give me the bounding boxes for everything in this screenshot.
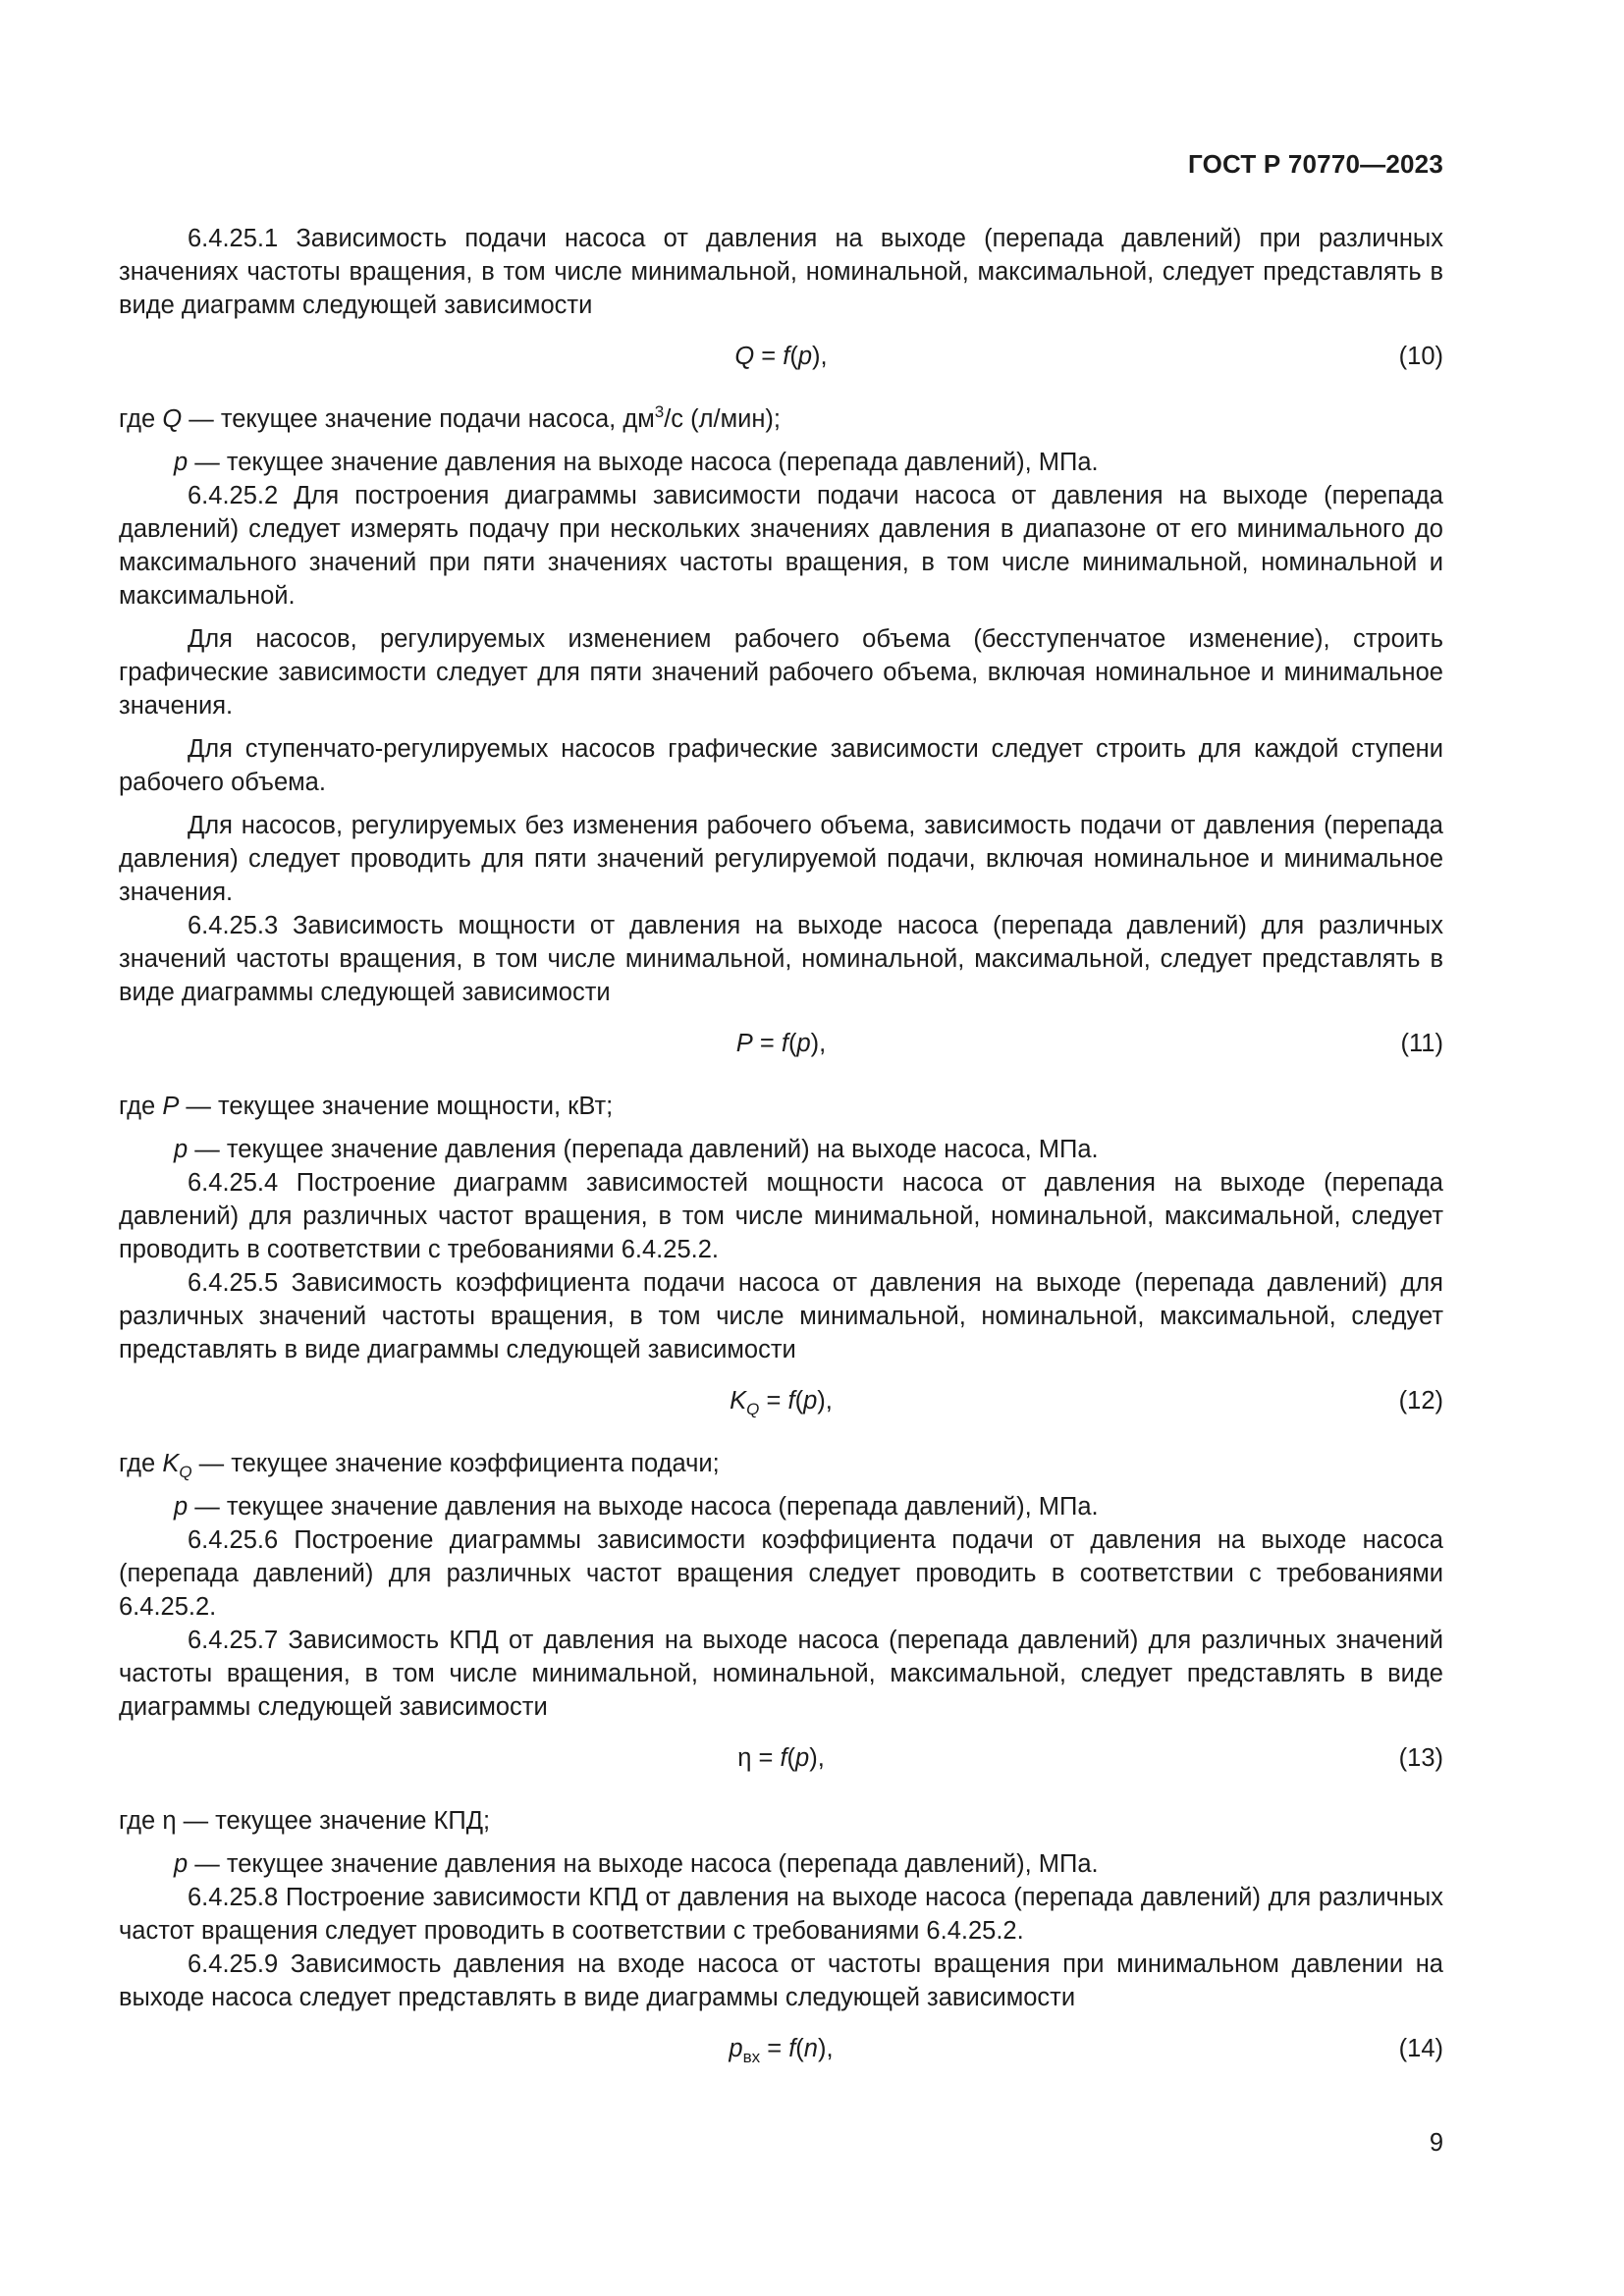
formula-number: (13) [1398,1744,1443,1772]
paragraph-6-4-25-9: 6.4.25.9 Зависимость давления на входе насоса от частоты вращения при минимальном давлении на выходе насоса следует представлять в виде диаграммы следующей зависимости [119,1950,1443,2011]
where-clause-item: p — текущее значение давления на выходе насоса (перепада давлений), МПа. [174,1850,1099,1878]
paragraph-6-4-25-7: 6.4.25.7 Зависимость КПД от давления на выходе насоса (перепада давлений) для различных значений частоты вращения, в том числе минимальной, номинальной, максимальной, следует представлять в виде диаграммы следующей зависимости [119,1627,1443,1721]
formula-14 [119,2032,1443,2065]
formula-expression: η = f(p), [737,1744,825,1772]
formula-expression: P = f(p), [735,1030,827,1057]
body-text [119,222,1443,2095]
where-clause: где P — текущее значение мощности, кВт; [119,1093,614,1120]
formula-10 [119,340,1443,373]
paragraph: Для насосов, регулируемых изменением рабочего объема (бесступенчатое изменение), строить графические зависимости следует для пяти значений рабочего объема, включая номинальное и минимальное значения. [119,625,1443,720]
where-clause-item: p — текущее значение давления на выходе насоса (перепада давлений), МПа. [174,449,1099,476]
paragraph-6-4-25-8: 6.4.25.8 Построение зависимости КПД от давления на выходе насоса (перепада давлений) для различных частот вращения следует проводить в соответствии с требованиями 6.4.25.2. [119,1884,1443,1945]
paragraph-6-4-25-6: 6.4.25.6 Построение диаграммы зависимости коэффициента подачи от давления на выходе насоса (перепада давлений) для различных частот вращения следует проводить в соответствии с требованиями 6.4.25.2. [119,1526,1443,1621]
paragraph: Для насосов, регулируемых без изменения рабочего объема, зависимость подачи от давления (перепада давления) следует проводить для пяти значений регулируемой подачи, включая номинальное и минимальное значения. [119,812,1443,906]
paragraph-6-4-25-2: 6.4.25.2 Для построения диаграммы зависимости подачи насоса от давления на выходе (перепада давлений) следует измерять подачу при нескольких значениях давления в диапазоне от его минимального до максимального значений при пяти значениях частоты вращения, в том числе минимальной, номинальной и максимальной. [119,482,1443,610]
formula-expression: Q = f(p), [734,343,828,370]
formula-11 [119,1027,1443,1060]
page-number: 9 [1429,2129,1443,2157]
paragraph-6-4-25-1: 6.4.25.1 Зависимость подачи насоса от давления на выходе (перепада давлений) при различных значениях частоты вращения, в том числе минимальной, номинальной, максимальной, следует представлять в виде диаграмм следующей зависимости [119,225,1443,319]
formula-13 [119,1741,1443,1775]
formula-12 [119,1384,1443,1417]
formula-number: (10) [1398,343,1443,370]
where-clause: где $K_Q$ — текущее значение коэффициента подачи; [119,1450,720,1481]
formula-expression: $p_{вх} = f(n)$, [729,2035,834,2066]
where-clause: где η — текущее значение КПД; [119,1807,491,1835]
formula-number: (14) [1398,2035,1443,2062]
where-clause-item: p — текущее значение давления на выходе насоса (перепада давлений), МПа. [174,1493,1099,1521]
paragraph: Для ступенчато-регулируемых насосов графические зависимости следует строить для каждой ступени рабочего объема. [119,735,1443,796]
where-clause-item: p — текущее значение давления (перепада давлений) на выходе насоса, МПа. [174,1136,1099,1163]
paragraph-6-4-25-5: 6.4.25.5 Зависимость коэффициента подачи насоса от давления на выходе (перепада давлений) для различных значений частоты вращения, в том числе минимальной, номинальной, максимальной, следует представлять в виде диаграммы следующей зависимости [119,1269,1443,1363]
standard-designation: ГОСТ Р 70770—2023 [1188,149,1443,179]
formula-number: (12) [1398,1387,1443,1415]
formula-number: (11) [1400,1030,1443,1057]
paragraph-6-4-25-4: 6.4.25.4 Построение диаграмм зависимостей мощности насоса от давления на выходе (перепада давлений) для различных частот вращения, в том числе минимальной, номинальной, максимальной, следует проводить в соответствии с требованиями 6.4.25.2. [119,1169,1443,1263]
formula-expression: $K_Q = f(p)$, [730,1387,833,1418]
where-clause: где Q — текущее значение подачи насоса, $дм^3/с$ (л/мин); [119,402,782,433]
paragraph-6-4-25-3: 6.4.25.3 Зависимость мощности от давления на выходе насоса (перепада давлений) для различных значений частоты вращения, в том числе минимальной, номинальной, максимальной, следует представлять в виде диаграммы следующей зависимости [119,912,1443,1006]
